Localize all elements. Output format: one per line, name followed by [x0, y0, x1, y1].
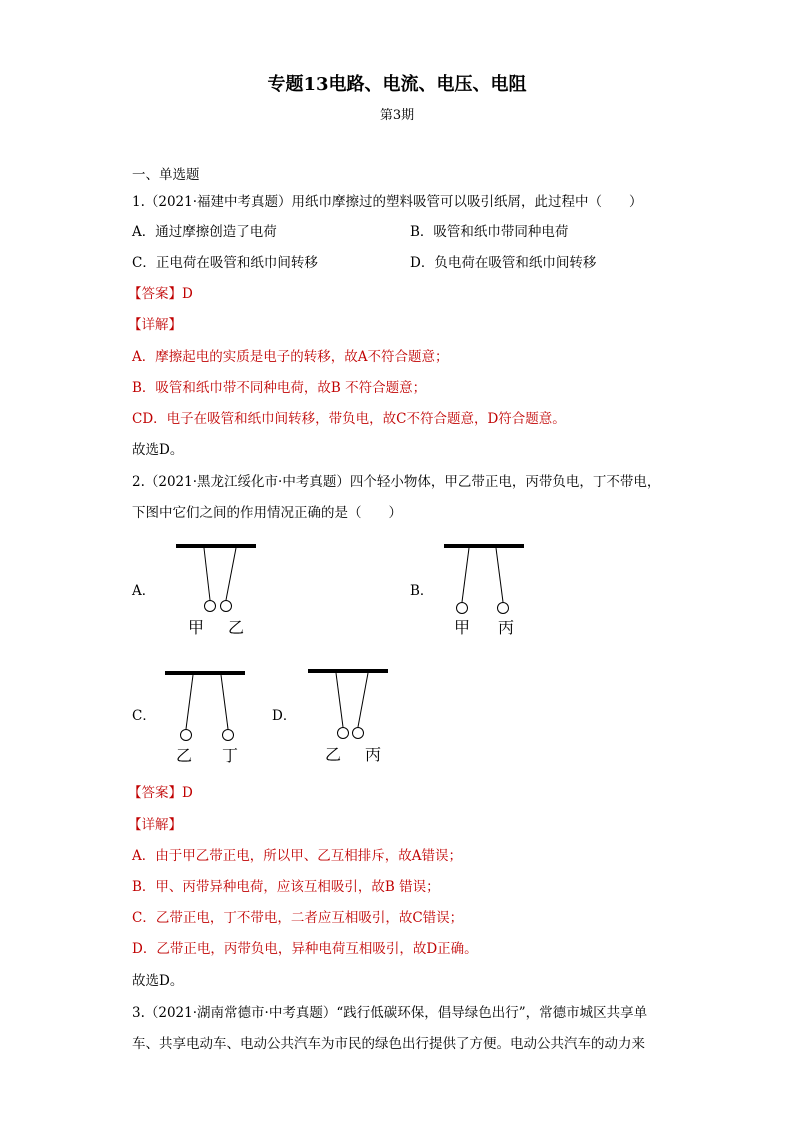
q2-figure-d-label: D． [272, 708, 297, 724]
q3-stem-line-2: 车、共享电动车、电动公共汽车为市民的绿色出行提供了方便。电动公共汽车的动力来 [132, 1036, 645, 1052]
ball-left-label: 甲 [188, 618, 205, 637]
q2-detail-line-3: C．乙带正电，丁不带电，二者应互相吸引，故C错误； [132, 910, 464, 926]
thread-right [496, 548, 503, 602]
q1-option-c: C．正电荷在吸管和纸巾间转移 [132, 255, 318, 271]
q2-stem-line-2: 下图中它们之间的作用情况正确的是（ ） [132, 505, 402, 521]
q2-answer-value: D [182, 785, 193, 801]
ball-left-label: 乙 [176, 746, 193, 765]
q3-stem-line-1: 3.（2021·湖南常德市·中考真题）“践行低碳环保，倡导绿色出行”，常德市城区共享单 [132, 1005, 648, 1021]
ball-right [221, 601, 232, 612]
q1-option-b: B．吸管和纸巾带同种电荷 [410, 224, 569, 240]
ball-left [457, 603, 468, 614]
ball-left-label: 甲 [454, 618, 471, 637]
q1-conclusion: 故选D。 [132, 442, 184, 458]
q2-figure-a-label: A． [132, 583, 156, 599]
section-heading: 一、单选题 [132, 167, 200, 183]
thread-left [336, 673, 343, 727]
q2-detail-line-4: D．乙带正电，丙带负电，异种电荷互相吸引，故D正确。 [132, 941, 478, 957]
q2-detail-line-2: B．甲、丙带异种电荷，应该互相吸引，故B 错误； [132, 879, 440, 895]
q2-figure-a [170, 540, 265, 640]
q1-detail-line-3: CD．电子在吸管和纸巾间转移，带负电，故C不符合题意，D符合题意。 [132, 411, 566, 427]
q2-figure-c [160, 667, 255, 767]
q1-answer-label: 【答案】 [128, 286, 182, 302]
page-subtitle: 第3期 [379, 108, 415, 123]
ball-right-label: 丁 [222, 746, 239, 765]
thread-right [226, 548, 236, 600]
q2-figure-c-label: C． [132, 708, 156, 724]
thread-left [204, 548, 210, 600]
q2-detail-label [128, 815, 182, 835]
q1-option-a: A．通过摩擦创造了电荷 [132, 224, 277, 240]
thread-right [221, 675, 228, 729]
q2-answer-label: 【答案】 [128, 785, 182, 801]
ball-right-label: 丙 [365, 745, 382, 764]
ball-right [353, 728, 364, 739]
ball-right [223, 730, 234, 741]
q2-figure-d [303, 665, 398, 765]
q2-figure-b-label: B． [410, 583, 434, 599]
thread-left [186, 675, 193, 729]
q1-option-d: D．负电荷在吸管和纸巾间转移 [410, 255, 597, 271]
ball-right-label: 丙 [498, 618, 515, 637]
q1-detail-line-2: B．吸管和纸巾带不同种电荷，故B 不符合题意； [132, 380, 427, 396]
ball-left-label: 乙 [325, 745, 342, 764]
q1-detail-label [128, 315, 182, 335]
q1-detail-label-text: 【详解】 [128, 317, 182, 333]
thread-left [462, 548, 469, 602]
ball-right-label: 乙 [228, 618, 245, 637]
ball-right [498, 603, 509, 614]
ball-left [338, 728, 349, 739]
q2-detail-line-1: A．由于甲乙带正电，所以甲、乙互相排斥，故A错误； [132, 848, 462, 864]
q1-answer-value: D [182, 286, 193, 302]
ball-left [205, 601, 216, 612]
q1-stem: 1.（2021·福建中考真题）用纸巾摩擦过的塑料吸管可以吸引纸屑，此过程中（ ） [132, 194, 643, 210]
q1-answer [128, 284, 193, 304]
ball-left [181, 730, 192, 741]
q2-detail-label-text: 【详解】 [128, 817, 182, 833]
thread-right [358, 673, 368, 727]
q1-detail-line-1: A．摩擦起电的实质是电子的转移，故A不符合题意； [132, 349, 449, 365]
q2-stem-line-1: 2.（2021·黑龙江绥化市·中考真题）四个轻小物体，甲乙带正电，丙带负电，丁不带电， [132, 474, 661, 490]
q2-conclusion: 故选D。 [132, 973, 184, 989]
page-title: 专题13电路、电流、电压、电阻 [267, 74, 527, 95]
q2-figure-b [440, 540, 535, 640]
q2-answer [128, 783, 193, 803]
